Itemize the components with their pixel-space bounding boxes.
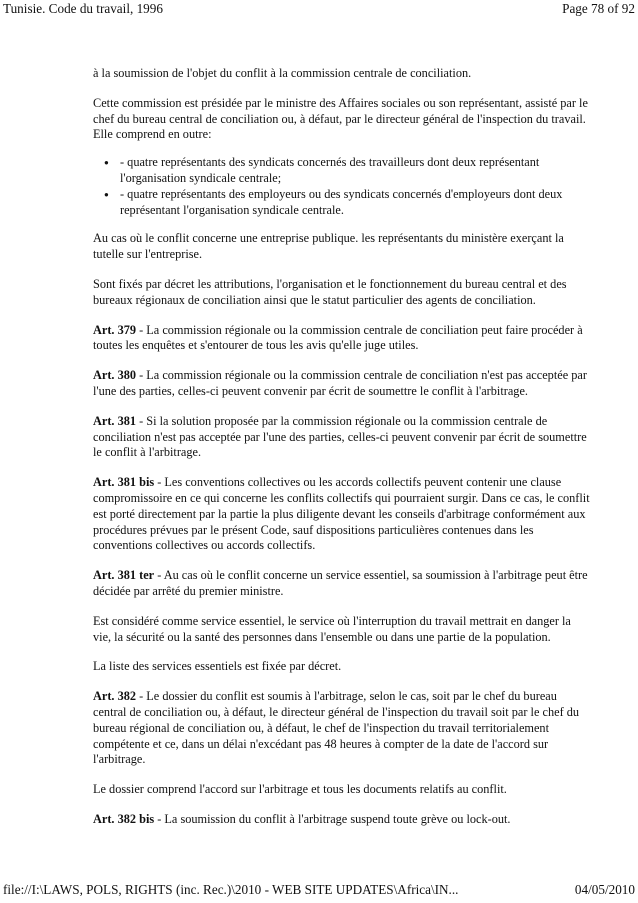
paragraph: Le dossier comprend l'accord sur l'arbitrage et tous les documents relatifs au conflit. (93, 782, 507, 797)
paragraph: Au cas où le conflit concerne une entreprise publique. les représentants du ministère exerçant la tutelle sur l'entreprise. (93, 231, 564, 262)
article-text: - La commission régionale ou la commission centrale de conciliation n'est pas acceptée par l'une des parties, celles-ci peuvent convenir par écrit de soumettre le conflit à l'arbitrage. (93, 368, 587, 398)
article-381-bis (93, 475, 590, 554)
paragraph: La liste des services essentiels est fixée par décret. (93, 659, 342, 674)
article-text: - Au cas où le conflit concerne un service essentiel, sa soumission à l'arbitrage peut être décidée par arrêté du premier ministre. (93, 568, 588, 598)
article-382-bis (93, 812, 590, 828)
header-document-title: Tunisie. Code du travail, 1996 (3, 1, 163, 16)
article-label: Art. 381 (93, 413, 137, 428)
article-382 (93, 689, 590, 768)
footer-date: 04/05/2010 (574, 882, 635, 897)
article-label: Art. 382 (93, 689, 137, 704)
header-page-number: Page 78 of 92 (562, 1, 635, 16)
article-label: Art. 380 (93, 368, 137, 383)
article-label: Art. 381 bis (93, 475, 155, 490)
footer-file-path: file://I:\LAWS, POLS, RIGHTS (inc. Rec.)\2010 - WEB SITE UPDATES\Africa\IN... (3, 882, 459, 897)
article-380 (93, 368, 590, 400)
article-text: - La soumission du conflit à l'arbitrage suspend toute grève ou lock-out. (154, 811, 511, 826)
article-label: Art. 379 (93, 322, 137, 337)
list-item: ● - quatre représentants des employeurs ou des syndicats concernés d'employeurs dont deux représentant l'organisation syndicale centrale. (102, 187, 590, 219)
bullet-list (93, 155, 590, 218)
article-379 (93, 323, 590, 355)
list-item: ● - quatre représentants des syndicats concernés des travailleurs dont deux représentant l'organisation syndicale centrale; (102, 155, 590, 187)
article-text: - Le dossier du conflit est soumis à l'arbitrage, selon le cas, soit par le chef du bureau central de conciliation ou, à défaut, le directeur général de l'inspection du travail soit par le chef du bureau régional de conciliation ou, à défaut, le chef de l'inspection du travail territorialement compétente et ce, dans un délai n'excédant pas 48 heures à compter de la date de l'accord sur l'arbitrage. (93, 689, 580, 767)
paragraph: Cette commission est présidée par le ministre des Affaires sociales ou son représentant, assisté par le chef du bureau central de conciliation ou, à défaut, par le directeur général de l'inspection du travail. Elle comprend en outre: (93, 95, 588, 142)
article-text: - Les conventions collectives ou les accords collectifs peuvent contenir une clause compromissoire en ce qui concerne les conflits collectifs qui pourraient surgir. Dans ce cas, le conflit est porté directement par la partie la plus diligente devant les conseils d'arbitrage conformément aux procédures prévues par le présent Code, sauf dispositions particulières contenues dans les conventions collectives ou accords collectifs. (93, 475, 590, 553)
article-text: - La commission régionale ou la commission centrale de conciliation peut faire procéder à toutes les enquêtes et s'entourer de tous les avis qu'elle juge utiles. (93, 322, 583, 353)
article-381-ter (93, 568, 590, 600)
document-body (93, 66, 590, 842)
article-text: - Si la solution proposée par la commission régionale ou la commission centrale de conciliation n'est pas acceptée par l'une des parties, celles-ci peuvent convenir par écrit de soumettre le conflit à l'arbitrage. (93, 413, 587, 460)
paragraph: à la soumission de l'objet du conflit à la commission centrale de conciliation. (93, 66, 472, 80)
article-label: Art. 382 bis (93, 811, 155, 826)
paragraph: Est considéré comme service essentiel, le service où l'interruption du travail mettrait en danger la vie, la sécurité ou la santé des personnes dans l'ensemble ou dans une partie de la population. (93, 613, 571, 644)
article-381 (93, 414, 590, 461)
article-label: Art. 381 ter (93, 568, 155, 583)
paragraph: Sont fixés par décret les attributions, l'organisation et le fonctionnement du bureau central et des bureaux régionaux de conciliation ainsi que le statut particulier des agents de conciliation. (93, 276, 567, 307)
